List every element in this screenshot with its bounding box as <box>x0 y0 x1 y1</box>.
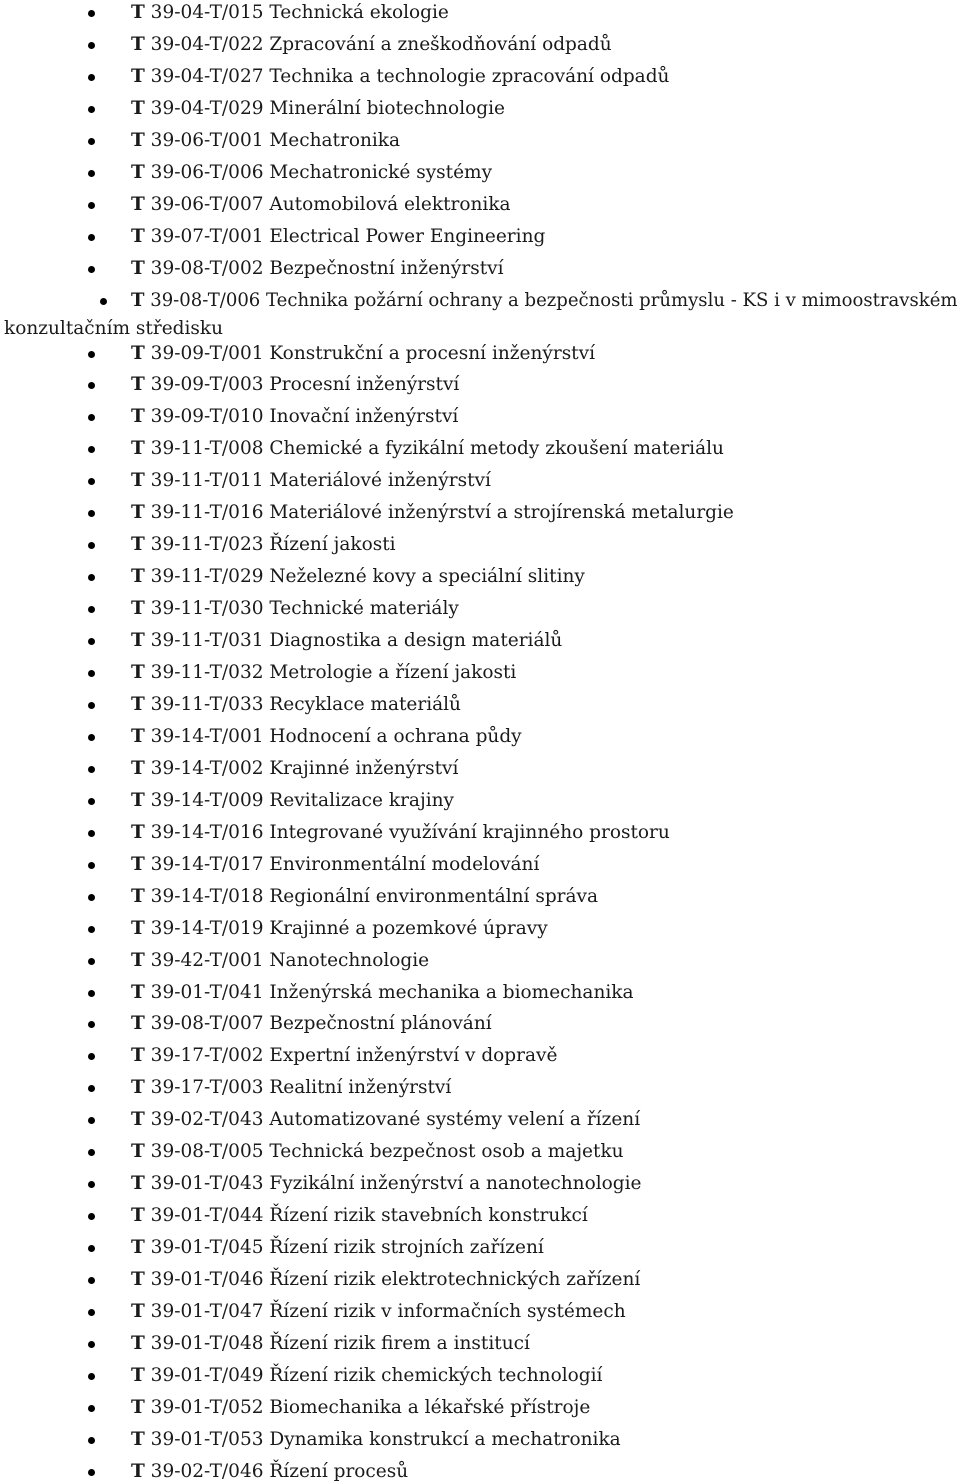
list-item-text <box>131 853 539 877</box>
bullet-icon <box>88 42 95 49</box>
programme-type-prefix: T <box>131 662 145 683</box>
programme-name: 39-11-T/011 Materiálové inženýrství <box>150 470 491 492</box>
programme-type-prefix: T <box>131 257 145 279</box>
programme-type-prefix: T <box>131 534 145 556</box>
programme-type-prefix: T <box>131 438 145 460</box>
bullet-icon <box>88 798 95 805</box>
list-item-text <box>131 33 612 57</box>
bullet-icon <box>88 702 95 709</box>
bullet-icon <box>88 542 95 549</box>
list-item-text <box>131 289 958 313</box>
programme-type-prefix: T <box>131 289 145 311</box>
programme-type-prefix: T <box>131 1205 145 1227</box>
list-item-text <box>131 501 734 525</box>
programme-name: 39-01-T/053 Dynamika konstrukcí a mechatronika <box>150 1428 621 1450</box>
bullet-icon <box>88 1213 95 1220</box>
programme-name: 39-01-T/046 Řízení rizik elektrotechnických zařízení <box>150 1269 641 1291</box>
programme-type-prefix: T <box>131 1301 145 1322</box>
programme-name: 39-11-T/033 Recyklace materiálů <box>150 693 461 715</box>
programme-name: 39-14-T/001 Hodnocení a ochrana půdy <box>150 725 522 747</box>
programme-type-prefix: T <box>131 1045 145 1067</box>
list-item-text <box>131 1044 557 1068</box>
programme-type-prefix: T <box>131 65 145 87</box>
bullet-icon <box>88 1149 95 1156</box>
programme-type-prefix: T <box>131 406 145 428</box>
programme-type-prefix: T <box>131 1364 145 1386</box>
list-item-text <box>131 629 562 653</box>
programme-name: 39-02-T/043 Automatizované systémy velení a řízení <box>150 1109 641 1131</box>
programme-name: 39-01-T/044 Řízení rizik stavebních konstrukcí <box>150 1205 588 1227</box>
list-item-text <box>131 981 634 1005</box>
programme-name: 39-04-T/027 Technika a technologie zpracování odpadů <box>150 65 670 87</box>
list-item-text <box>131 789 454 813</box>
bullet-icon <box>88 10 95 17</box>
programme-type-prefix: T <box>131 725 145 747</box>
bullet-icon <box>88 202 95 209</box>
programme-type-prefix: T <box>131 1141 145 1163</box>
bullet-icon <box>88 1053 95 1060</box>
programme-name: 39-11-T/023 Řízení jakosti <box>150 534 396 556</box>
bullet-icon <box>88 138 95 145</box>
programme-name: 39-04-T/029 Minerální biotechnologie <box>150 97 505 119</box>
programme-name: 39-01-T/047 Řízení rizik v informačních systémech <box>150 1301 626 1322</box>
programme-name: 39-42-T/001 Nanotechnologie <box>150 949 430 971</box>
bullet-icon <box>100 298 107 305</box>
bullet-icon <box>88 830 95 837</box>
bullet-icon <box>88 574 95 581</box>
bullet-icon <box>88 638 95 645</box>
programme-name: 39-09-T/003 Procesní inženýrství <box>150 374 460 396</box>
list-item-text <box>131 437 724 461</box>
programme-type-prefix: T <box>131 1109 145 1131</box>
bullet-icon <box>88 1309 95 1316</box>
programme-type-prefix: T <box>131 1077 145 1099</box>
programme-name: 39-14-T/018 Regionální environmentální správa <box>150 885 599 907</box>
programme-type-prefix: T <box>131 949 145 971</box>
list-item-text <box>131 693 461 717</box>
bullet-icon <box>88 382 95 389</box>
programme-name: 39-08-T/006 Technika požární ochrany a bezpečnosti průmyslu - KS i v mimoostravském <box>150 289 958 311</box>
programme-type-prefix: T <box>131 97 145 119</box>
programme-type-prefix: T <box>131 1460 145 1482</box>
programme-name: 39-07-T/001 Electrical Power Engineering <box>150 225 546 247</box>
bullet-icon <box>88 1021 95 1028</box>
bullet-icon <box>88 478 95 485</box>
list-item-text <box>131 65 669 89</box>
programme-type-prefix: T <box>131 566 145 588</box>
bullet-icon <box>88 1085 95 1092</box>
programme-name: 39-11-T/008 Chemické a fyzikální metody zkoušení materiálu <box>150 438 724 460</box>
programme-name: 39-01-T/049 Řízení rizik chemických technologií <box>150 1364 603 1386</box>
programme-name: 39-14-T/002 Krajinné inženýrství <box>150 757 459 779</box>
bullet-icon <box>88 990 95 997</box>
bullet-icon <box>88 766 95 773</box>
list-item-text <box>131 1172 641 1196</box>
programme-name: 39-06-T/007 Automobilová elektronika <box>150 193 511 215</box>
programme-name: 39-08-T/002 Bezpečnostní inženýrství <box>150 257 504 279</box>
bullet-icon <box>88 670 95 677</box>
list-item-text <box>131 725 522 749</box>
programme-name: 39-01-T/045 Řízení rizik strojních zařízení <box>150 1237 544 1259</box>
list-item-text <box>131 1 449 25</box>
programme-name: 39-11-T/016 Materiálové inženýrství a strojírenská metalurgie <box>150 502 734 524</box>
bullet-icon <box>88 894 95 901</box>
programme-type-prefix: T <box>131 161 145 183</box>
bullet-icon <box>88 446 95 453</box>
list-item-text <box>131 661 516 685</box>
bullet-icon <box>88 926 95 933</box>
programme-type-prefix: T <box>131 1237 145 1259</box>
programme-type-prefix: T <box>131 821 145 843</box>
programme-name: 39-08-T/007 Bezpečnostní plánování <box>150 1013 492 1035</box>
bullet-icon <box>88 606 95 613</box>
programme-type-prefix: T <box>131 630 145 652</box>
list-item-text <box>131 225 545 249</box>
bullet-icon <box>88 1245 95 1252</box>
programme-type-prefix: T <box>131 225 145 247</box>
bullet-icon <box>88 351 95 358</box>
bullet-icon <box>88 1181 95 1188</box>
programme-type-prefix: T <box>131 693 145 715</box>
programme-type-prefix: T <box>131 917 145 939</box>
list-item-text <box>131 949 429 973</box>
programme-type-prefix: T <box>131 1173 145 1195</box>
programme-name: 39-11-T/032 Metrologie a řízení jakosti <box>150 662 517 683</box>
programme-name: 39-02-T/046 Řízení procesů <box>150 1460 409 1482</box>
bullet-icon <box>88 234 95 241</box>
list-item-text <box>131 1076 451 1100</box>
programme-type-prefix: T <box>131 2 145 23</box>
bullet-icon <box>88 734 95 741</box>
list-item-text <box>131 1396 590 1420</box>
programme-type-prefix: T <box>131 757 145 779</box>
programme-type-prefix: T <box>131 129 145 151</box>
programme-name: 39-14-T/019 Krajinné a pozemkové úpravy <box>150 917 548 939</box>
bullet-icon <box>88 1277 95 1284</box>
bullet-icon <box>88 1373 95 1380</box>
list-item-text <box>131 1364 602 1388</box>
programme-name: 39-08-T/005 Technická bezpečnost osob a majetku <box>150 1141 624 1163</box>
programme-name: 39-14-T/009 Revitalizace krajiny <box>150 789 454 811</box>
programme-name: 39-06-T/001 Mechatronika <box>150 129 401 151</box>
list-item-text <box>131 405 458 429</box>
programme-name: 39-11-T/029 Neželezné kovy a speciální slitiny <box>150 566 585 588</box>
bullet-icon <box>88 74 95 81</box>
list-item-continuation: konzultačním středisku <box>4 317 224 339</box>
programme-type-prefix: T <box>131 1396 145 1418</box>
list-item-text <box>131 757 458 781</box>
programme-name: 39-17-T/002 Expertní inženýrství v dopravě <box>150 1045 558 1067</box>
bullet-icon <box>88 958 95 965</box>
list-item-text <box>131 885 598 909</box>
list-item-text <box>131 1332 530 1356</box>
programme-type-prefix: T <box>131 789 145 811</box>
bullet-icon <box>88 1117 95 1124</box>
bullet-icon <box>88 266 95 273</box>
list-item-text <box>131 597 459 621</box>
programme-name: 39-06-T/006 Mechatronické systémy <box>150 161 493 183</box>
programme-name: 39-01-T/048 Řízení rizik firem a institucí <box>150 1332 530 1354</box>
bullet-icon <box>88 510 95 517</box>
list-item-text <box>131 533 396 557</box>
bullet-icon <box>88 414 95 421</box>
programme-name: 39-17-T/003 Realitní inženýrství <box>150 1077 452 1099</box>
list-item-text <box>131 193 511 217</box>
programme-name: 39-14-T/017 Environmentální modelování <box>150 853 540 875</box>
list-item-text <box>131 342 595 366</box>
list-item-text <box>131 97 505 121</box>
list-item-text <box>131 161 492 185</box>
programme-type-prefix: T <box>131 981 145 1003</box>
programme-name: 39-09-T/010 Inovační inženýrství <box>150 406 459 428</box>
list-item-text <box>131 1300 626 1324</box>
list-item-text <box>131 1140 624 1164</box>
programme-type-prefix: T <box>131 193 145 215</box>
bullet-icon <box>88 862 95 869</box>
programme-type-prefix: T <box>131 374 145 396</box>
programme-type-prefix: T <box>131 1332 145 1354</box>
programme-type-prefix: T <box>131 342 145 364</box>
programme-name: 39-04-T/022 Zpracování a zneškodňování odpadů <box>150 33 612 55</box>
bullet-icon <box>88 1405 95 1412</box>
programme-name: 39-14-T/016 Integrované využívání krajinného prostoru <box>150 821 670 843</box>
programme-type-prefix: T <box>131 1269 145 1291</box>
programme-type-prefix: T <box>131 33 145 55</box>
programme-name: 39-01-T/052 Biomechanika a lékařské přístroje <box>150 1396 591 1418</box>
programme-type-prefix: T <box>131 853 145 875</box>
list-item-text <box>131 1428 621 1452</box>
list-item-text <box>131 1460 408 1484</box>
list-item-text <box>131 1204 588 1228</box>
programme-name: 39-01-T/041 Inženýrská mechanika a biomechanika <box>150 981 634 1003</box>
programme-name: 39-11-T/030 Technické materiály <box>150 598 459 620</box>
list-item-text <box>131 373 459 397</box>
programme-type-prefix: T <box>131 502 145 524</box>
programme-type-prefix: T <box>131 885 145 907</box>
bullet-icon <box>88 1469 95 1476</box>
list-item-text <box>131 565 585 589</box>
list-item-text <box>131 821 670 845</box>
bullet-icon <box>88 170 95 177</box>
list-item-text <box>131 1236 544 1260</box>
programme-type-prefix: T <box>131 470 145 492</box>
programme-name: 39-09-T/001 Konstrukční a procesní inženýrství <box>150 342 595 364</box>
list-item-text <box>131 257 504 281</box>
programme-name: 39-01-T/043 Fyzikální inženýrství a nanotechnologie <box>150 1173 642 1195</box>
list-item-text <box>131 917 548 941</box>
bullet-icon <box>88 1341 95 1348</box>
list-item-text <box>131 1268 640 1292</box>
list-item-text <box>131 1108 640 1132</box>
list-item-text <box>131 1012 492 1036</box>
programme-name: 39-11-T/031 Diagnostika a design materiálů <box>150 630 563 652</box>
list-item-text <box>131 129 400 153</box>
programme-type-prefix: T <box>131 1428 145 1450</box>
programme-name: 39-04-T/015 Technická ekologie <box>150 2 449 23</box>
programme-type-prefix: T <box>131 1013 145 1035</box>
list-item-text <box>131 469 491 493</box>
bullet-icon <box>88 106 95 113</box>
bullet-icon <box>88 1437 95 1444</box>
programme-type-prefix: T <box>131 598 145 620</box>
